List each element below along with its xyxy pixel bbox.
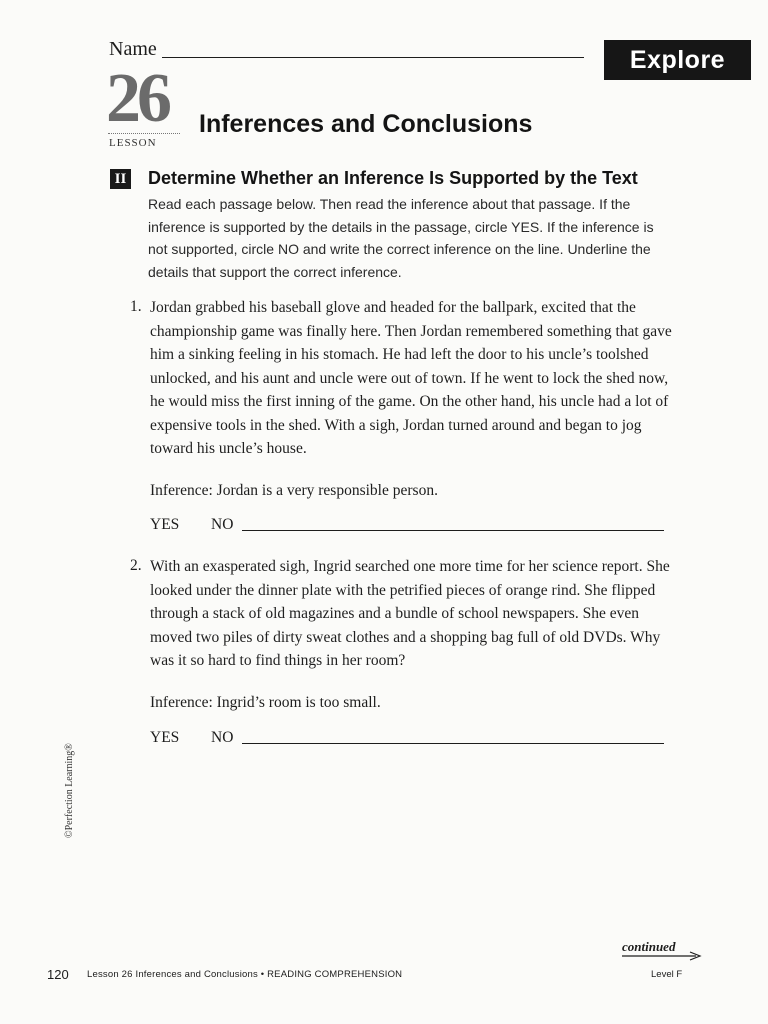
lesson-number: 26 xyxy=(106,60,168,137)
correct-inference-line[interactable] xyxy=(242,530,664,531)
lesson-divider xyxy=(108,133,180,134)
question-passage: Jordan grabbed his baseball glove and headed for the ballpark, excited that the championship game was finally here. Then Jordan remembered something that gave him a sinking feeling in his stomach. He had left the door to his uncle’s toolshed unlocked, and his aunt and uncle were out of town. If he went to lock the shed now, he would miss the first inning of the game. On the other hand, his uncle had a lot of expensive tools in the shed. With a sigh, Jordan turned around and began to jog toward his uncle’s house. xyxy=(150,299,672,457)
inference-statement: Inference: Jordan is a very responsible person. xyxy=(150,482,438,499)
section-number-badge: II xyxy=(110,169,131,189)
directions-text: Read each passage below. Then read the inference about that passage. If the inference is supported by the details in the passage, circle YES. If the inference is not supported, circle NO and write the correct inference on the line. Underline the details that support the correct inference. xyxy=(148,196,654,280)
no-option[interactable]: NO xyxy=(211,516,234,533)
yes-option[interactable]: YES xyxy=(150,729,180,746)
inference-statement: Inference: Ingrid’s room is too small. xyxy=(150,694,381,711)
no-option[interactable]: NO xyxy=(211,729,234,746)
footer-lesson-text: Lesson 26 Inferences and Conclusions • READING COMPREHENSION xyxy=(87,969,403,980)
page-number: 120 xyxy=(47,967,69,982)
correct-inference-line[interactable] xyxy=(242,743,664,744)
page-title: Inferences and Conclusions xyxy=(199,110,533,138)
yes-option[interactable]: YES xyxy=(150,516,180,533)
lesson-label: LESSON xyxy=(109,137,157,149)
question-number: 2. xyxy=(130,557,142,574)
explore-badge: Explore xyxy=(604,40,751,80)
name-label: Name xyxy=(109,38,157,60)
question-passage: With an exasperated sigh, Ingrid searched one more time for her science report. She looked under the dinner plate with the petrified pieces of orange rind. She flipped through a stack of old magazines and a bundle of school newspapers. She even moved two piles of dirty sweat clothes and a shopping bag full of old DVDs. Why was it so hard to find things in her room? xyxy=(150,558,670,669)
continued-arrow-icon xyxy=(622,951,704,961)
footer-level: Level F xyxy=(651,969,683,980)
section-heading: Determine Whether an Inference Is Supported by the Text xyxy=(148,168,638,188)
copyright-notice: ©Perfection Learning® xyxy=(64,743,75,838)
name-answer-line[interactable] xyxy=(162,57,584,58)
question-number: 1. xyxy=(130,298,142,315)
continued-label: continued xyxy=(622,939,676,954)
